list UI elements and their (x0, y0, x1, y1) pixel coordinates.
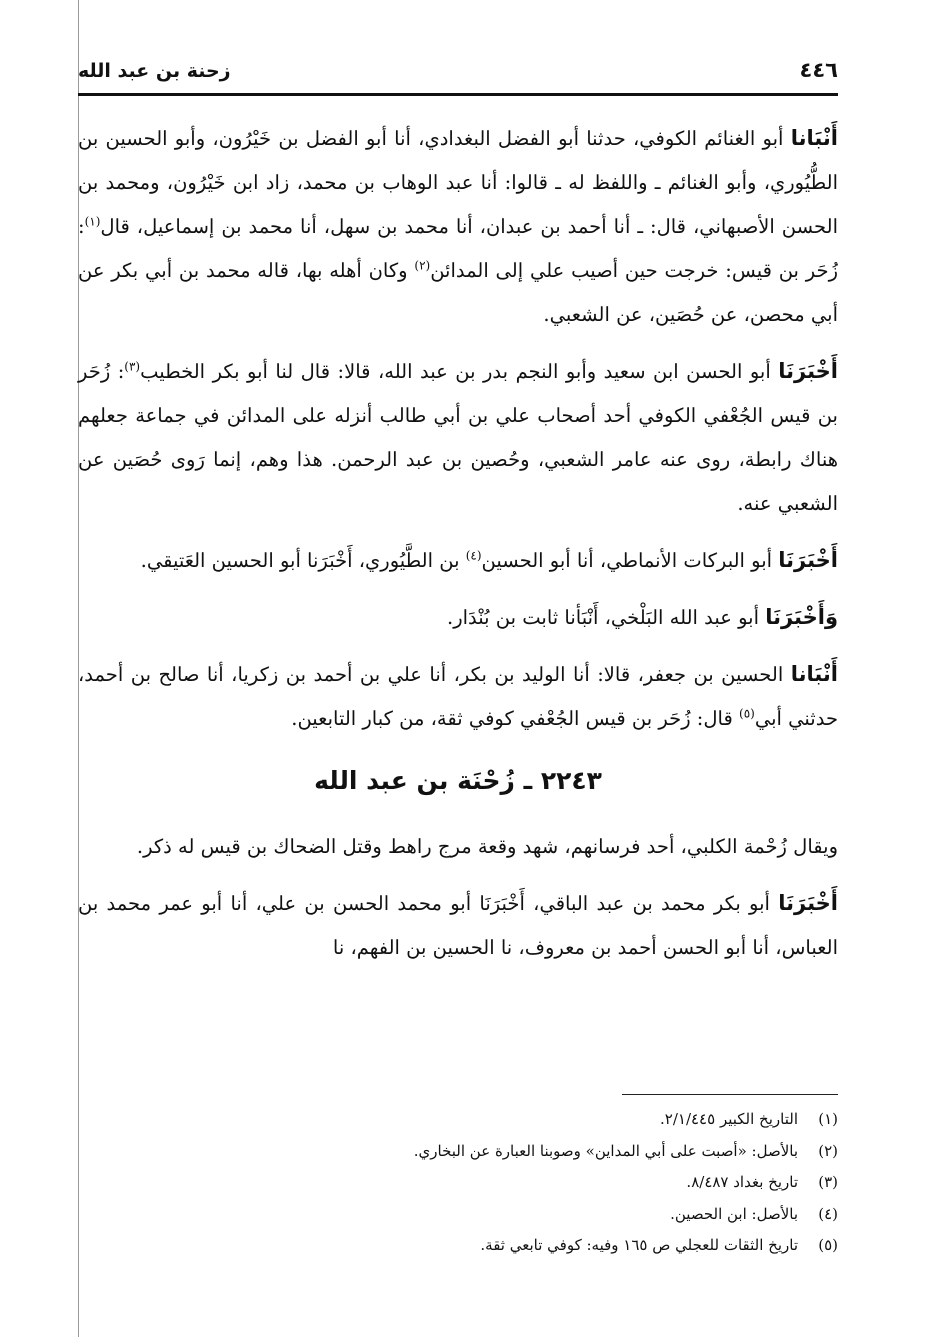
paragraph-text: أبو الحسن ابن سعيد وأبو النجم بدر بن عبد الله، قالا: قال لنا أبو بكر الخطيب (140, 360, 779, 383)
footnote-number: (٣) (818, 1173, 838, 1191)
footnote-2 (78, 1136, 838, 1168)
footnote-ref-2[interactable]: (٢) (414, 258, 431, 273)
paragraph-4 (78, 595, 838, 640)
paragraph-5 (78, 652, 838, 741)
footnote-number: (٥) (818, 1236, 838, 1254)
running-title: زحنة بن عبد الله (78, 60, 231, 82)
paragraph-text: ويقال زُحْمة الكلبي، أحد فرسانهم، شهد وقعة مرج راهط وقتل الضحاك بن قيس له ذكر. (136, 835, 838, 858)
section-title: ٢٢٤٣ ـ زُحْنَة بن عبد الله (314, 766, 602, 795)
paragraph-6 (78, 825, 838, 869)
footnote-4 (78, 1199, 838, 1231)
paragraph-2 (78, 349, 838, 526)
paragraph-text: أبو بكر محمد بن عبد الباقي، أَخْبَرَنَا أبو محمد الحسن بن علي، أنا أبو عمر محمد بن العباس، أنا أبو الحسن أحمد بن معروف، نا الحسين بن الفهم، نا (78, 892, 838, 959)
paragraph-text: : زُحَر بن قيس: خرجت حين أصيب علي إلى المدائن (78, 215, 839, 282)
footnote-3 (78, 1167, 838, 1199)
footnote-text: تاريخ الثقات للعجلي ص ١٦٥ وفيه: كوفي تابعي ثقة. (480, 1236, 798, 1254)
paragraph-text: أبو البركات الأنماطي، أنا أبو الحسين (481, 549, 779, 572)
paragraph-text: : زُحَر بن قيس الجُعْفي الكوفي أحد أصحاب علي بن أبي طالب أنزله على المدائن في جماعة جعلهم هناك رابطة، روى عنه عامر الشعبي، وحُصين بن عبد الرحمن. هذا وهم، إنما رَوى حُصَين عن الشعبي عنه. (78, 360, 838, 515)
footnote-text: بالأصل: ابن الحصين. (670, 1204, 798, 1223)
footnote-text: تاريخ بغداد ٨/٤٨٧. (686, 1173, 798, 1191)
main-text (78, 116, 838, 982)
paragraph-7 (78, 881, 838, 970)
footnote-5 (78, 1230, 838, 1262)
page-number: ٤٤٦ (799, 58, 838, 82)
paragraph-lead-word: أَخْبَرَنَا (778, 891, 838, 915)
paragraph-1 (78, 116, 838, 337)
footnote-number: (٤) (818, 1204, 838, 1223)
paragraph-text: أبو الغنائم الكوفي، حدثنا أبو الفضل البغدادي، أنا أبو الفضل بن خَيْرُون، وأبو الحسين بن الطُّيُوري، وأبو الغنائم ـ واللفظ له ـ قالوا: أنا عبد الوهاب بن محمد، زاد ابن خَيْرُون، ومحمد بن الحسن الأصبهاني، قال: ـ أنا أحمد بن عبدان، أنا محمد بن سهل، أنا محمد بن إسماعيل، قال (78, 127, 838, 238)
paragraph-3 (78, 538, 838, 583)
page-header (78, 56, 838, 92)
paragraph-lead-word: أَخْبَرَنَا (778, 359, 838, 383)
header-rule (78, 93, 838, 96)
footnote-1 (78, 1104, 838, 1136)
paragraph-lead-word: وَأَخْبَرَنَا (765, 605, 838, 629)
footnote-ref-3[interactable]: (٣) (124, 359, 141, 374)
footnote-text: التاريخ الكبير ٢/١/٤٤٥. (660, 1110, 798, 1128)
paragraph-lead-word: أَنْبَانا (790, 662, 838, 686)
paragraph-lead-word: أَخْبَرَنَا (778, 548, 838, 572)
paragraph-text: وكان أهله بها، قاله محمد بن أبي بكر عن أبي محصن، عن حُصَين، عن الشعبي. (78, 259, 838, 326)
footnote-number: (٢) (818, 1141, 838, 1160)
footnote-ref-4[interactable]: (٤) (465, 548, 482, 563)
footnote-text: بالأصل: «أصبت على أبي المداين» وصوبنا العبارة عن البخاري. (413, 1141, 798, 1160)
footnote-rule (622, 1094, 838, 1095)
footnote-ref-1[interactable]: (١) (84, 214, 101, 229)
footnote-ref-5[interactable]: (٥) (739, 706, 755, 721)
paragraph-lead-word: أَنْبَانا (790, 126, 838, 150)
footnotes (78, 1104, 838, 1262)
paragraph-text: الحسين بن جعفر، قالا: أنا الوليد بن بكر، أنا علي بن أحمد بن زكريا، أنا صالح بن أحمد، حدثني أبي (78, 663, 838, 730)
footnote-number: (١) (818, 1110, 838, 1128)
paragraph-text: أبو عبد الله البَلْخي، أَنْبَأنا ثابت بن بُنْدَار. (447, 606, 766, 629)
paragraph-text: قال: زُحَر بن قيس الجُعْفي كوفي ثقة، من كبار التابعين. (291, 707, 740, 730)
paragraph-text: بن الطَّيُوري، أَخْبَرَنا أبو الحسين العَتيقي. (140, 549, 466, 572)
